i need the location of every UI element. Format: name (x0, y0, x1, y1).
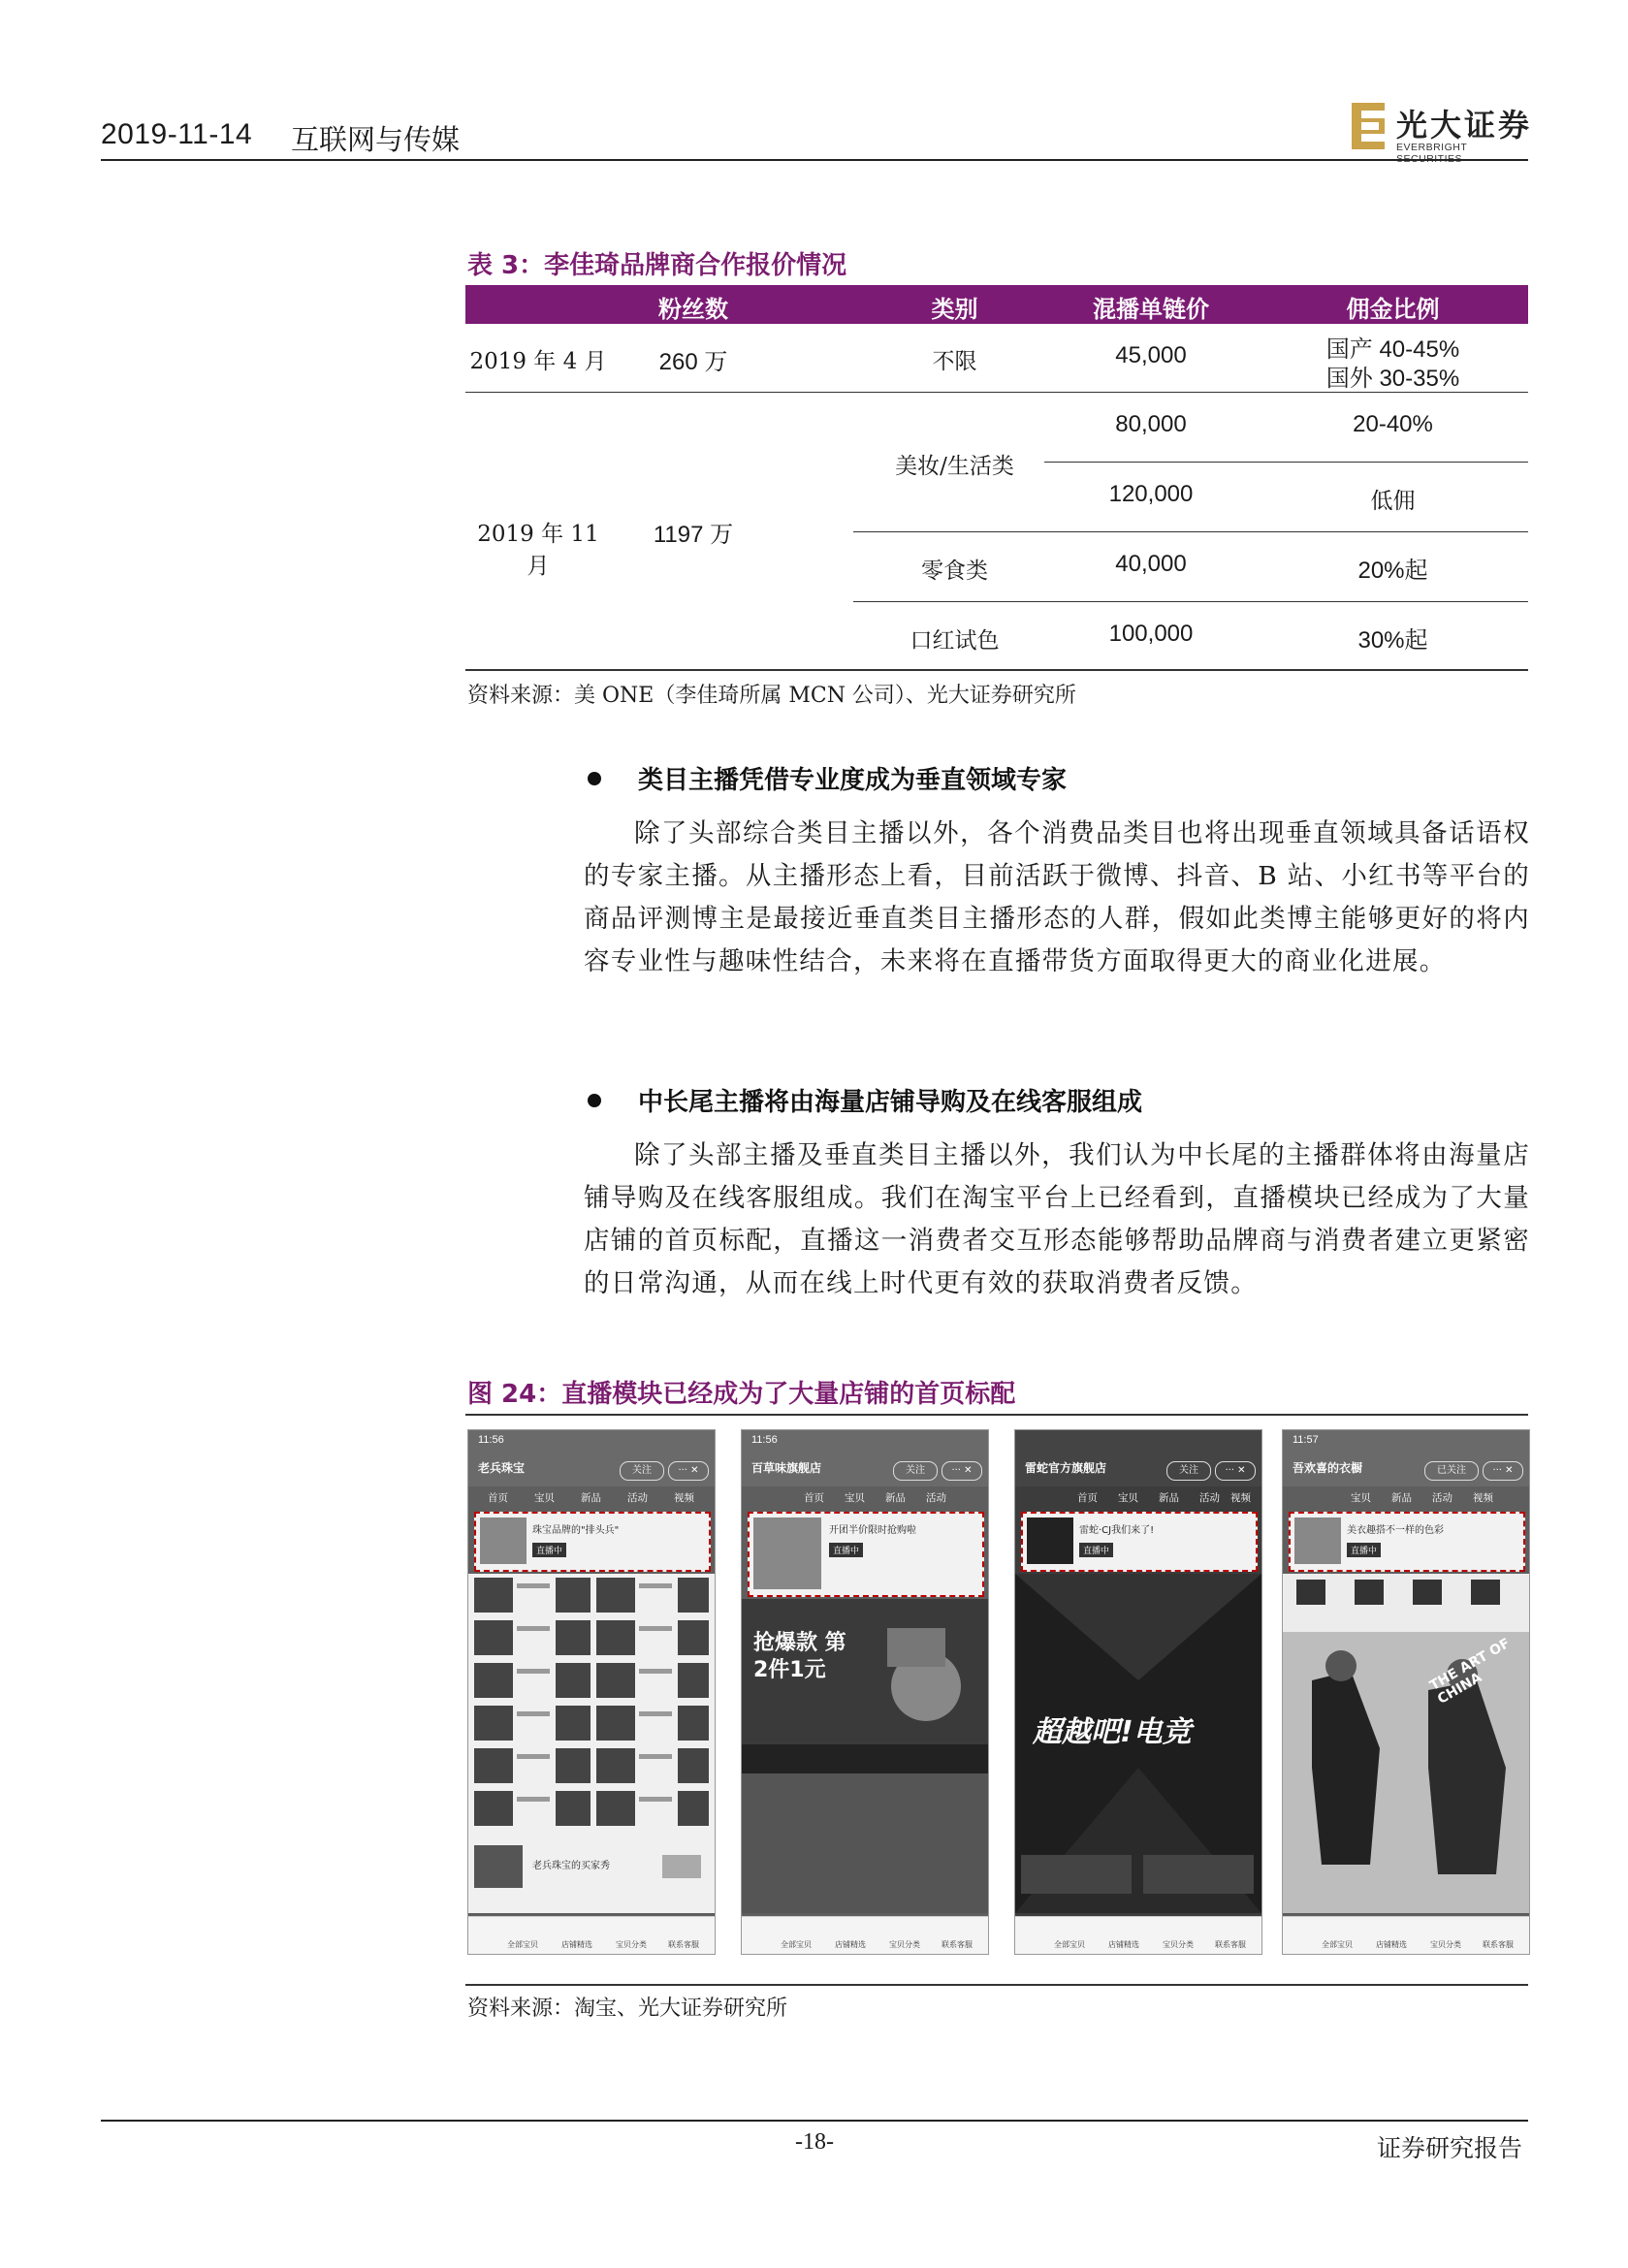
shop-tabs: 首页 宝贝 新品 活动 (804, 1492, 946, 1504)
fashion-banner-image (1283, 1574, 1529, 1913)
row2-price-1: 80,000 (1115, 411, 1187, 437)
row1-fans: 260 万 (658, 349, 728, 375)
row1-commission-domestic: 国产 40-45% (1325, 336, 1460, 363)
header-divider (101, 159, 1528, 161)
table-bottom-rule (465, 669, 1528, 671)
live-badge: 直播中 (1079, 1543, 1113, 1557)
everbright-logo (1350, 101, 1534, 155)
logo-cn: 光大证券 (1396, 107, 1533, 144)
follow-button: 关注 (620, 1461, 664, 1481)
row2-commission-4: 30%起 (1357, 627, 1428, 654)
row1-period: 2019 年 4 月 (469, 349, 607, 374)
shop-tabs: 首页 宝贝 新品 活动 视频 (1077, 1492, 1251, 1504)
tab-events: 活动 (627, 1492, 648, 1504)
row2-category-lipstick: 口红试色 (910, 628, 1000, 654)
shop-tabs (468, 1490, 715, 1508)
bottom-nav: 全部宝贝 店铺精选 宝贝分类 联系客服 (1015, 1916, 1261, 1954)
status-time: 11:56 (751, 1434, 778, 1446)
row1-commission-foreign: 国外 30-35% (1325, 366, 1460, 392)
more-close-button: ··· ✕ (1215, 1461, 1256, 1481)
section2-body: 除了头部主播及垂直类目主播以外，我们认为中长尾的主播群体将由海量店铺导购及在线客服组成。我们在淘宝平台上已经看到，直播模块已经成为了大量店铺的首页标配，直播这一消费者交互形态能够帮助品牌商与消费者建立更紧密的日常沟通，从而在线上时代更有效的获取消费者反馈。 (584, 1140, 1530, 1298)
row2-commission-3: 20%起 (1357, 558, 1428, 584)
buyer-show-banner: 老兵珠宝的买家秀 (532, 1861, 610, 1871)
phone-screenshot-4 (1282, 1429, 1530, 1955)
more-close-button: ··· ✕ (942, 1461, 982, 1481)
live-title: 珠宝品牌的"排头兵" (532, 1525, 620, 1536)
row2-category-snacks: 零食类 (921, 559, 988, 584)
phone-screenshot-3 (1014, 1429, 1262, 1955)
follow-button: 关注 (1166, 1461, 1211, 1481)
promo-text: 抢爆款 第2件1元 (753, 1631, 846, 1682)
row2-commission-2: 低佣 (1370, 489, 1416, 514)
figure-bottom-rule (465, 1984, 1528, 1986)
live-badge: 直播中 (532, 1543, 566, 1557)
live-thumbnail (753, 1517, 821, 1589)
tab-video: 视频 (674, 1492, 694, 1504)
live-title: 开团半价限时抢购啦 (829, 1525, 916, 1536)
section1-body: 除了头部综合类目主播以外，各个消费品类目也将出现垂直领域具备话语权的专家主播。从主播形态上看，目前活跃于微博、抖音、B 站、小红书等平台的商品评测博主是最接近垂直类目主播形态的人群，假如此类博主能够更好的将内容专业性与趣味性结合，未来将在直播带货方面取得更大的商业化进展。 (584, 818, 1530, 976)
live-thumbnail (1027, 1517, 1073, 1564)
tab-home: 首页 (488, 1492, 508, 1504)
logo-icon (1350, 101, 1389, 151)
row2-price-4: 100,000 (1108, 621, 1194, 647)
phone-screenshot-1 (467, 1429, 716, 1955)
figure-top-rule (465, 1414, 1528, 1416)
table-source: 资料来源：美 ONE（李佳琦所属 MCN 公司）、光大证券研究所 (467, 684, 1076, 708)
shop-tabs: 宝贝 新品 活动 视频 (1351, 1492, 1493, 1504)
row2-fans: 1197 万 (653, 522, 734, 548)
footer-divider (101, 2120, 1528, 2122)
sub-divider (1044, 462, 1528, 463)
row2-commission-1: 20-40% (1353, 411, 1433, 437)
bullet-icon (588, 1094, 601, 1107)
logo-en: EVERBRIGHT (1396, 142, 1468, 153)
bottom-nav: 全部宝贝 店铺精选 宝贝分类 联系客服 (468, 1916, 715, 1954)
col-category: 类别 (931, 296, 978, 323)
figure-source: 资料来源：淘宝、光大证券研究所 (467, 1996, 788, 2021)
shop-name: 百草味旗舰店 (751, 1461, 822, 1475)
row-divider (465, 392, 1528, 393)
live-module-highlight (474, 1512, 711, 1572)
shop-name: 老兵珠宝 (478, 1461, 526, 1475)
more-close-button: ··· ✕ (668, 1461, 709, 1481)
live-title: 雷蛇·CJ我们来了! (1079, 1525, 1155, 1536)
row2-category-beauty: 美妆/生活类 (895, 454, 1014, 479)
report-date: 2019-11-14 (101, 118, 253, 150)
col-price: 混播单链价 (1093, 296, 1209, 323)
report-sector: 互联网与传媒 (291, 123, 461, 156)
col-fans: 粉丝数 (658, 296, 728, 323)
tab-items: 宝贝 (534, 1492, 555, 1504)
live-badge: 直播中 (829, 1543, 863, 1557)
fashion-banner-text: THE ART OF CHINA (1426, 1635, 1514, 1708)
row2-price-2: 120,000 (1108, 481, 1194, 507)
page-number: -18- (795, 2129, 834, 2155)
figure-title: 图 24：直播模块已经成为了大量店铺的首页标配 (467, 1380, 1016, 1409)
table-title: 表 3：李佳琦品牌商合作报价情况 (467, 251, 847, 280)
more-close-button: ··· ✕ (1483, 1461, 1523, 1481)
shop-name: 吾欢喜的衣橱 (1293, 1461, 1363, 1475)
section1-title: 类目主播凭借专业度成为垂直领域专家 (638, 766, 1068, 795)
row2-period: 2019 年 11 月 (477, 522, 599, 579)
followed-button: 已关注 (1424, 1461, 1479, 1481)
footer-label: 证券研究报告 (1377, 2134, 1523, 2162)
live-thumbnail (1294, 1517, 1341, 1564)
live-badge: 直播中 (1347, 1543, 1381, 1557)
phone-screenshot-2 (741, 1429, 989, 1955)
shop-name: 雷蛇官方旗舰店 (1025, 1461, 1107, 1475)
bottom-nav: 全部宝贝 店铺精选 宝贝分类 联系客服 (1283, 1916, 1529, 1954)
bottom-nav: 全部宝贝 店铺精选 宝贝分类 联系客服 (742, 1916, 988, 1954)
live-module-highlight (1021, 1512, 1258, 1572)
live-title: 美衣趣搭不一样的色彩 (1347, 1525, 1444, 1536)
live-module-highlight (1289, 1512, 1525, 1572)
col-commission: 佣金比例 (1346, 296, 1440, 323)
row1-category: 不限 (932, 349, 977, 374)
status-time: 11:56 (478, 1434, 504, 1446)
sub-divider (853, 531, 1528, 532)
bullet-icon (588, 772, 601, 785)
row2-price-3: 40,000 (1115, 551, 1187, 577)
sub-divider (853, 601, 1528, 602)
section2-title: 中长尾主播将由海量店铺导购及在线客服组成 (638, 1088, 1143, 1117)
tab-new: 新品 (581, 1492, 601, 1504)
follow-button: 关注 (893, 1461, 938, 1481)
esports-slogan: 超越吧!电竞 (1033, 1715, 1192, 1749)
status-time: 11:57 (1293, 1434, 1319, 1446)
live-thumbnail (480, 1517, 527, 1564)
row1-price: 45,000 (1115, 342, 1187, 368)
live-module-highlight (748, 1512, 984, 1597)
table-header-row (465, 285, 1528, 324)
